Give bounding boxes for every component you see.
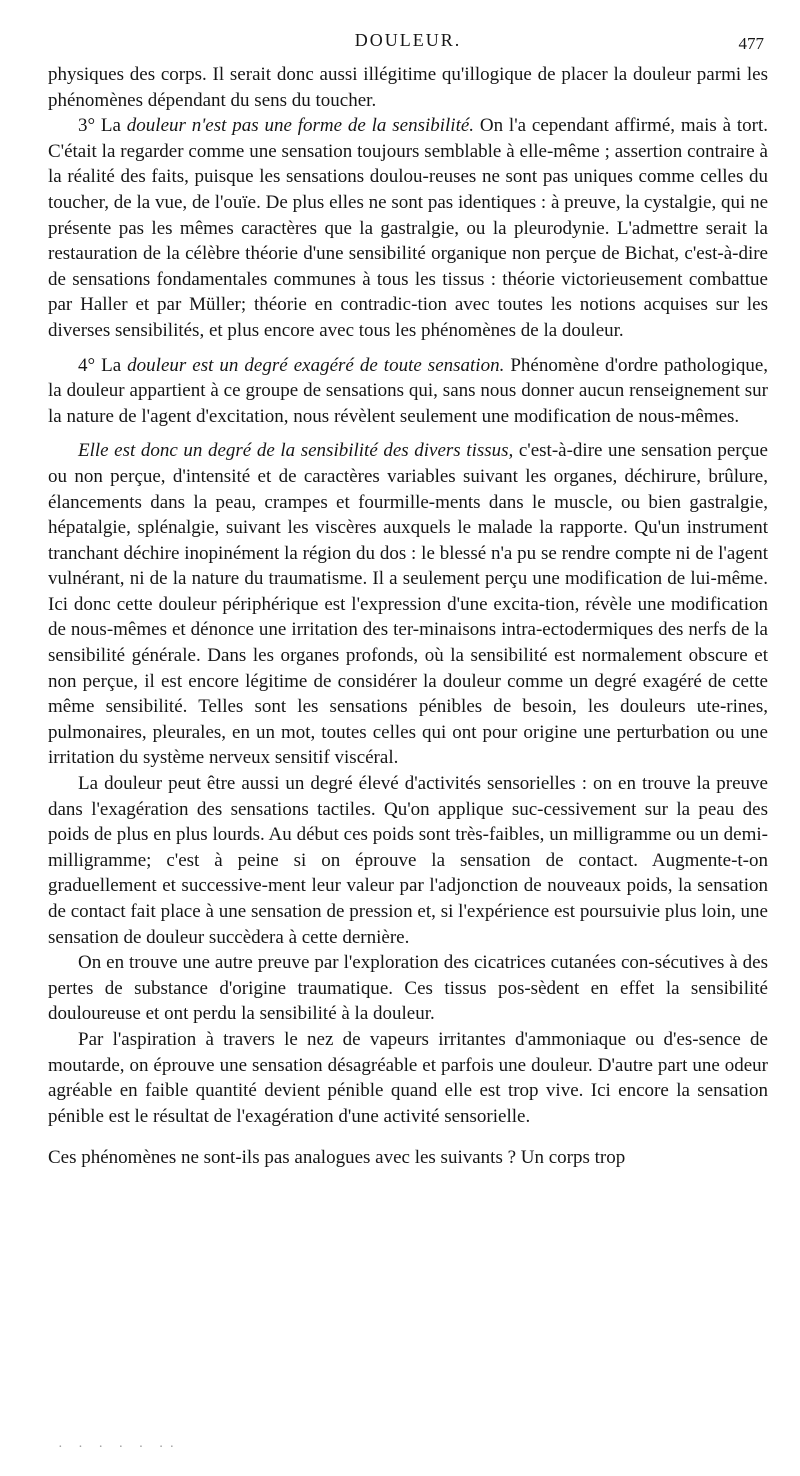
point-number: 4° La [78,354,128,376]
running-title: DOULEUR. [354,30,462,50]
paragraph-final [48,1145,768,1171]
paragraph-sensory-activity [48,771,768,950]
paragraph-scars [48,950,768,1027]
running-head [48,30,768,60]
page-number: 477 [738,34,764,53]
paragraph-emphasis: Elle est donc un degré de la sensibilité des divers tissus, [78,440,514,462]
bottom-print-specks: · · · · · ·· [58,1440,181,1455]
point-number: 3° La [78,115,127,137]
paragraph-text: Ces phénomènes ne sont-ils pas analogues avec les suivants ? Un corps trop [48,1147,626,1169]
paragraph-text: On l'a cependant affirmé, mais à tort. C'était la regarder comme une sensation toujours semblable à elle-même ; assertion contraire à la réalité des faits, puisque les sensations doulou-reuses ne sont pas uniques comme celles du toucher, de la vue, de l'ouïe. De plus elles ne sont pas identiques : à preuve, la cystalgie, qui ne présente pas les mêmes caractères que la gastralgie, ou la pleurodynie. L'admettre serait la restauration de la célèbre théorie d'une sensibilité organique non perçue de Bichat, c'est-à-dire de sensations fondamentales communes à tous les tissus : théorie victorieusement combattue par Haller et par Müller; théorie en contradic-tion avec toutes les notions acquises sur les diverses sensibilités, et plus encore avec tous les phénomènes de la douleur. [48,115,768,341]
paragraph-point-3 [48,113,768,343]
paragraph-inhalation [48,1027,768,1129]
paragraph-text: physiques des corps. Il serait donc aussi illégitime qu'illogique de placer la douleur parmi les phénomènes dépendant du sens du toucher. [48,64,768,111]
point-heading: douleur n'est pas une forme de la sensibilité. [126,115,475,137]
paragraph-continuation [48,62,768,113]
paragraph-point-4 [48,353,768,430]
paragraph-text: On en trouve une autre preuve par l'exploration des cicatrices cutanées con-sécutives à des pertes de substance d'origine traumatique. Ces tissus pos-sèdent en effet la sensibilité douloureuse et ont perdu la sensibilité à la douleur. [48,952,768,1025]
paragraph-text: Phénomène d'ordre pathologique, la douleur appartient à ce groupe de sensations qui, sans nous donner aucun renseignement sur la nature de l'agent d'excitation, nous révèlent seulement une modification de nous-mêmes. [48,354,768,427]
paragraph-text: Par l'aspiration à travers le nez de vapeurs irritantes d'ammoniaque ou d'es-sence de moutarde, on éprouve une sensation désagréable et parfois une douleur. D'autre part une odeur agréable en faible quantité devient pénible quand elle est trop vive. Ici encore la sensation pénible est le résultat de l'exagération d'une activité sensorielle. [48,1028,768,1127]
point-heading: douleur est un degré exagéré de toute sensation. [127,354,505,376]
paragraph-text: c'est-à-dire une sensation perçue ou non perçue, d'intensité et de caractères variables suivant les organes, déchirure, brûlure, élancements dans la peau, crampes et fourmille-ments dans le muscle, ou bien gastralgie, hépatalgie, splénalgie, suivant les viscères auxquels le malade la rapporte. Qu'un instrument tranchant déchire inopinément la région du dos : le blessé n'a pu se rendre compte ni de l'agent vulnérant, ni de la nature du traumatisme. Il a seulement perçu une modification de lui-même. Ici donc cette douleur périphérique est l'expression d'une excita-tion, révèle une modification de nous-mêmes et dénonce une irritation des ter-minaisons intra-ectodermiques des nerfs de la sensibilité générale. Dans les organes profonds, où la sensibilité est normalement obscure et non perçue, il est encore légitime de considérer la douleur comme un degré exagéré de cette même sensibilité. Telles sont les sensations pénibles de besoin, les douleurs ute-rines, pulmonaires, pleurales, en un mot, toutes celles qui ont pour origine une perturbation ou une irritation du système nerveux sensitif viscéral. [48,440,768,769]
paragraph-peripheral-pain [48,438,768,771]
paragraph-text: La douleur peut être aussi un degré élevé d'activités sensorielles : on en trouve la preuve dans l'exagération des sensations tactiles. Qu'on applique suc-cessivement sur la peau des poids de plus en plus lourds. Au début ces poids sont très-faibles, un milligramme ou un demi-milligramme; c'est à peine si on éprouve la sensation de contact. Augmente-t-on graduellement et successive-ment leur valeur par l'adjonction de nouveaux poids, la sensation de contact fait place à une sensation de pression et, si l'expérience est poursuivie plus loin, une sensation de douleur succèdera à cette dernière. [48,773,768,948]
body-text [48,62,768,1171]
